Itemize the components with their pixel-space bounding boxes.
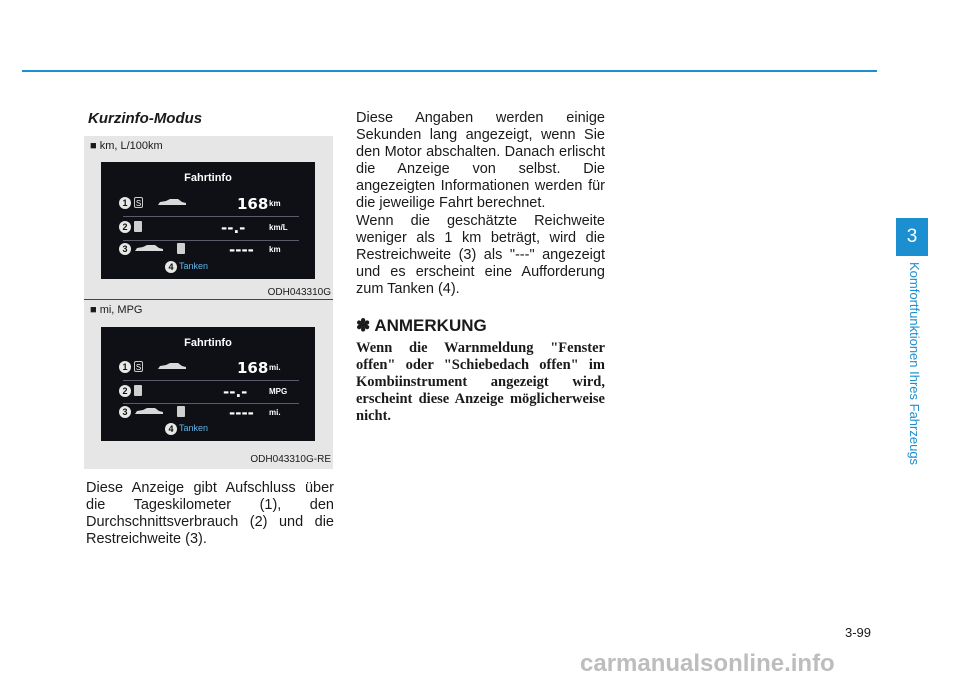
- callout-number: 1: [119, 197, 131, 209]
- watermark: carmanualsonline.info: [580, 650, 835, 677]
- range-row: [119, 242, 297, 260]
- callout-number: 3: [119, 406, 131, 418]
- screen-title: Fahrtinfo: [184, 337, 232, 349]
- chapter-title: Komfortfunktionen Ihres Fahrzeugs: [907, 262, 922, 466]
- s-badge: S: [135, 199, 142, 208]
- screen-title: Fahrtinfo: [184, 172, 232, 184]
- body-paragraph: Diese Anzeige gibt Aufschluss über die Tageskilometer (1), den Durchschnittsverbrauch (2) und die Restreichweite (3).: [86, 480, 334, 547]
- figure-unit-label: ■ km, L/100km: [90, 140, 163, 152]
- trip-row: [119, 196, 297, 214]
- trip-row: [119, 360, 297, 378]
- page-number: 3-99: [845, 625, 872, 640]
- trip-value: 168: [237, 195, 269, 213]
- car-icon: [157, 198, 187, 207]
- callout-number: 2: [119, 385, 131, 397]
- section-heading: Kurzinfo-Modus: [88, 110, 203, 127]
- trip-value: 168: [237, 359, 269, 377]
- row-divider: [123, 240, 299, 241]
- cluster-screen: [101, 327, 315, 441]
- fuel-pump-icon: [134, 221, 142, 232]
- consumption-unit: km/L: [269, 223, 288, 232]
- chapter-number-tab: 3: [896, 218, 928, 256]
- figure-code: ODH043310G: [267, 287, 331, 298]
- refuel-prompt: Tanken: [179, 423, 209, 433]
- figure-unit-label: ■ mi, MPG: [90, 304, 143, 316]
- note-body: Wenn die Warnmeldung "Fenster offen" oder "Schiebedach offen" im Kombiinstrument angezeigt wird, erscheint diese Anzeige möglicherweise nicht.: [356, 340, 605, 424]
- callout-number: 3: [119, 243, 131, 255]
- trip-unit: mi.: [269, 363, 281, 372]
- consumption-value: --.-: [223, 383, 248, 401]
- callout-number: 4: [165, 261, 177, 273]
- range-value: ----: [229, 404, 254, 422]
- note-title: ✽ ANMERKUNG: [356, 316, 487, 335]
- range-unit: km: [269, 245, 281, 254]
- car-icon: [134, 407, 164, 416]
- figure-mi: [84, 300, 333, 469]
- figure-km: [84, 136, 333, 300]
- consumption-row: [119, 220, 297, 238]
- consumption-value: --.-: [221, 219, 246, 237]
- range-row: [119, 405, 297, 423]
- row-divider: [123, 216, 299, 217]
- callout-number: 1: [119, 361, 131, 373]
- trip-unit: km: [269, 199, 281, 208]
- refuel-prompt: Tanken: [179, 261, 209, 271]
- callout-number: 4: [165, 423, 177, 435]
- fuel-pump-icon: [177, 243, 185, 254]
- range-value: ----: [229, 241, 254, 259]
- s-badge: S: [135, 363, 142, 372]
- consumption-unit: MPG: [269, 387, 288, 396]
- callout-number: 2: [119, 221, 131, 233]
- car-icon: [134, 244, 164, 253]
- row-divider: [123, 380, 299, 381]
- range-unit: mi.: [269, 408, 281, 417]
- figure-code: ODH043310G-RE: [250, 454, 331, 465]
- cluster-screen: [101, 162, 315, 279]
- car-icon: [157, 362, 187, 371]
- fuel-pump-icon: [134, 385, 142, 396]
- fuel-pump-icon: [177, 406, 185, 417]
- row-divider: [123, 403, 299, 404]
- consumption-row: [119, 384, 297, 402]
- body-paragraph: Wenn die geschätzte Reichweite weniger als 1 km beträgt, wird die Restreichweite (3) als "---" angezeigt und es erscheint eine Aufforderung zum Tanken (4).: [356, 213, 605, 297]
- body-paragraph: Diese Angaben werden einige Sekunden lang angezeigt, wenn Sie den Motor abschalten. Danach erlischt die Anzeige von selbst. Die angezeigten Informationen werden für die jeweilige Fahrt berechnet.: [356, 110, 605, 211]
- top-rule: [22, 70, 877, 72]
